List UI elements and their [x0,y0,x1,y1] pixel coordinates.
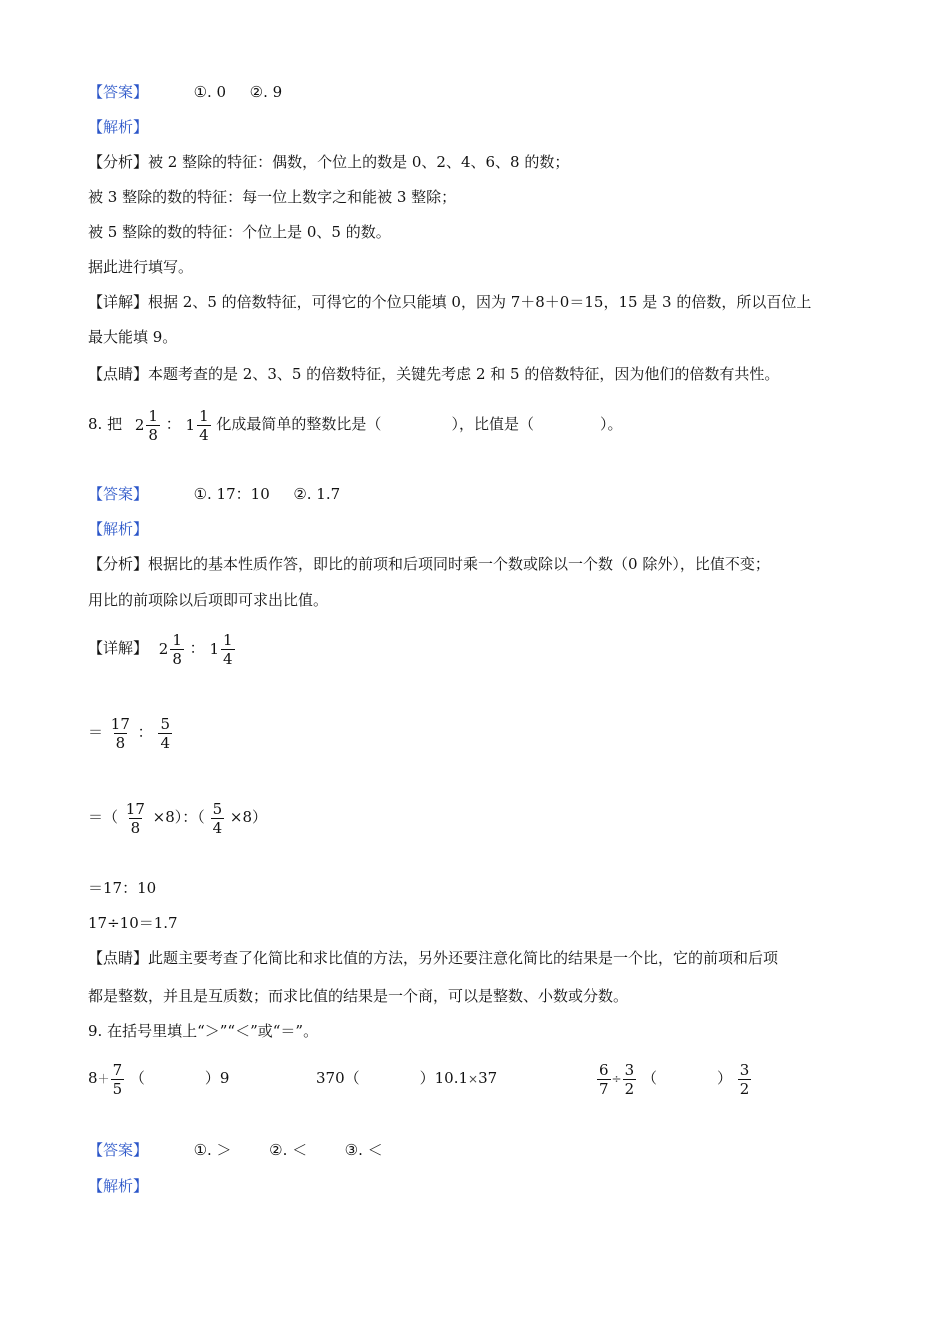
q8-dianjing-2: 都是整数，并且是互质数；而求比值的结果是一个商，可以是整数、小数或分数。 [88,987,629,1005]
fraction: $\frac{3}{2}$ [624,1060,635,1098]
whole: 1 [209,640,220,658]
answer-label: 【答案】 [88,1141,149,1159]
equals: ＝ [88,723,104,741]
q7-fenxi-3: 被 5 整除的数的特征：个位上是 0、5 的数。 [88,223,391,241]
question-text: ）。 [599,415,623,433]
answer-item: ①. 0 [193,83,227,101]
number: 37 [478,1069,498,1087]
text: 此题主要考查了化简比和求比值的方法，另外还要注意化简比的结果是一个比，它的前项和后项 [148,949,779,967]
text: 根据 2、5 的倍数特征，可得它的个位只能填 0，因为 7＋8＋0＝15，15 是 3 的倍数，所以百位上 [148,293,812,311]
q7-fenxi-2: 被 3 整除的数的特征：每一位上数字之和能被 3 整除； [88,188,457,206]
q8-step3: ＝17：10 [88,879,157,897]
colon: ： [137,723,153,741]
answer-item: ②. ＜ [269,1141,308,1159]
question-number: 8. 把 [88,415,123,433]
q7-answer-row [88,82,282,102]
q8-step2 [88,795,267,839]
q8-fenxi-1 [88,554,770,574]
fenxi-label: 【分析】 [88,153,149,171]
mixed-fraction [209,627,235,671]
fraction: $\frac{7}{5}$ [112,1060,123,1098]
q8-step1 [88,710,173,754]
q7-xiangjie-2: 最大能填 9。 [88,328,178,346]
analysis-label: 【解析】 [88,520,149,538]
times-sign: × [468,1072,479,1086]
q8-xiangjie-row [88,626,236,671]
answer-item: ②. 9 [249,83,283,101]
number: 8 [88,1069,98,1087]
answer-label: 【答案】 [88,83,149,101]
q8-dianjing-1 [88,948,778,968]
whole: 2 [134,416,145,434]
q8-question [88,402,622,447]
colon: ： [189,639,205,657]
text: ×8） [229,808,268,826]
mixed-fraction [135,403,161,447]
text: 本题考查的是 2、3、5 的倍数特征，关键先考虑 2 和 5 的倍数特征，因为他们的倍数有共性。 [148,365,780,383]
q9-title: 9. 在括号里填上“＞”“＜”或“＝”。 [88,1022,319,1040]
question-text: 化成最简单的整数比是（ [216,415,382,433]
dianjing-label: 【点睛】 [88,365,149,383]
fenxi-label: 【分析】 [88,555,149,573]
fraction: $\frac{17}{8}$ [110,714,130,752]
q9-expr-2 [316,1056,497,1101]
dianjing-label: 【点睛】 [88,949,149,967]
divide-sign: ÷ [611,1072,622,1086]
text: ＝（ [88,808,119,826]
q9-expr-3 [596,1056,752,1101]
whole: 2 [158,640,169,658]
question-text: ），比值是（ [451,415,534,433]
answer-label: 【答案】 [88,485,149,503]
text: ×8）：（ [152,808,205,826]
q8-answer-row [88,484,340,504]
answer-item: ①. ＞ [193,1141,232,1159]
blank-paren: （ ）9 [129,1069,230,1087]
answer-item: ②. 1.7 [293,485,341,503]
whole: 1 [185,416,196,434]
fraction: $\frac{6}{7}$ [599,1060,609,1098]
fraction: $\frac{5}{4}$ [212,799,223,837]
mixed-fraction [186,403,212,447]
mixed-fraction [159,627,185,671]
xiangjie-label: 【详解】 [88,293,149,311]
analysis-label: 【解析】 [88,1177,149,1195]
fraction: $\frac{17}{8}$ [125,799,145,837]
q9-expr-1 [88,1056,229,1101]
q7-xiangjie-1 [88,292,811,312]
q8-step4: 17÷10＝1.7 [88,914,178,932]
q7-fenxi-4: 据此进行填写。 [88,258,194,276]
fraction: $\frac{1}{8}$ [148,406,158,444]
q9-answer-row [88,1140,383,1160]
colon: ： [165,415,181,433]
q8-fenxi-2: 用比的前项除以后项即可求出比值。 [88,591,329,609]
analysis-label: 【解析】 [88,118,149,136]
text: 被 2 整除的特征：偶数，个位上的数是 0、2、4、6、8 的数； [148,153,570,171]
fraction: $\frac{5}{4}$ [160,714,171,752]
answer-item: ③. ＜ [344,1141,383,1159]
xiangjie-label: 【详解】 [88,639,149,657]
fraction: $\frac{1}{4}$ [199,406,209,444]
fraction: $\frac{1}{8}$ [172,630,182,668]
answer-item: ①. 17：10 [193,485,270,503]
text: 根据比的基本性质作答，即比的前项和后项同时乘一个数或除以一个数（0 除外），比值不变； [148,555,770,573]
q7-fenxi-1 [88,152,569,172]
text: 370（ ）10.1 [316,1069,469,1087]
blank-paren: （ ） [641,1069,732,1087]
fraction: $\frac{3}{2}$ [739,1060,750,1098]
fraction: $\frac{1}{4}$ [223,630,233,668]
plus-sign: ＋ [97,1072,110,1086]
q7-dianjing [88,364,779,384]
